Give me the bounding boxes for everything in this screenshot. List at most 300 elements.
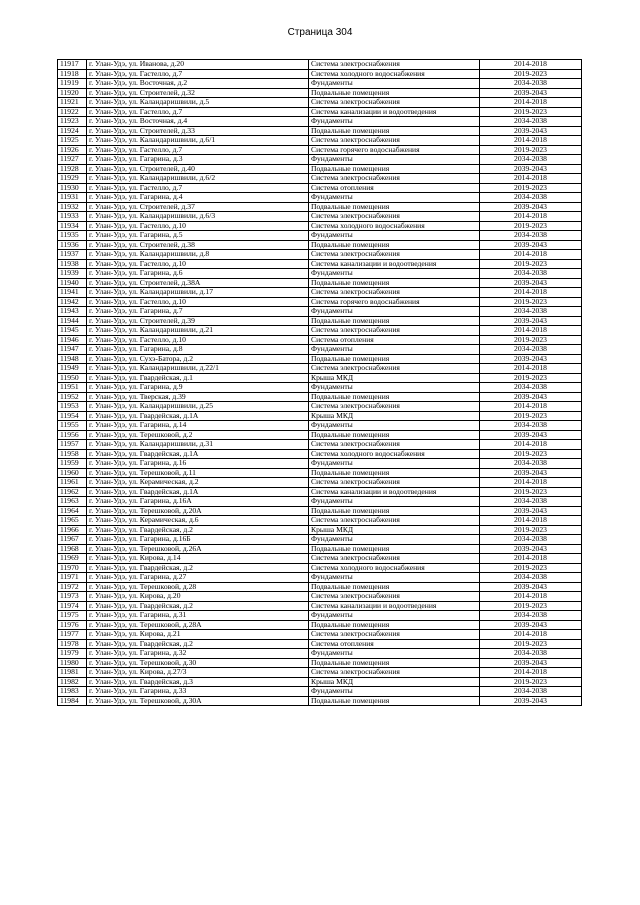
system-cell: Система горячего водоснабжения bbox=[309, 145, 480, 155]
address-cell: г. Улан-Удэ, ул. Строителей, д.33 bbox=[87, 126, 309, 136]
table-row bbox=[58, 316, 582, 326]
period-cell: 2034-2038 bbox=[480, 497, 582, 507]
table-row bbox=[58, 107, 582, 117]
system-cell: Система электроснабжения bbox=[309, 326, 480, 336]
table-row bbox=[58, 506, 582, 516]
table-row bbox=[58, 269, 582, 279]
address-cell: г. Улан-Удэ, ул. Гастелло, д.7 bbox=[87, 69, 309, 79]
address-cell: г. Улан-Удэ, ул. Гагарина, д.16Б bbox=[87, 535, 309, 545]
table-row bbox=[58, 354, 582, 364]
period-cell: 2019-2023 bbox=[480, 259, 582, 269]
address-cell: г. Улан-Удэ, ул. Терешковой, д.2 bbox=[87, 430, 309, 440]
period-cell: 2034-2038 bbox=[480, 611, 582, 621]
system-cell: Система электроснабжения bbox=[309, 364, 480, 374]
table-row bbox=[58, 174, 582, 184]
row-number-cell: 11942 bbox=[58, 297, 87, 307]
row-number-cell: 11957 bbox=[58, 440, 87, 450]
table-row bbox=[58, 687, 582, 697]
row-number-cell: 11954 bbox=[58, 411, 87, 421]
period-cell: 2034-2038 bbox=[480, 79, 582, 89]
table-row bbox=[58, 525, 582, 535]
period-cell: 2019-2023 bbox=[480, 487, 582, 497]
row-number-cell: 11973 bbox=[58, 592, 87, 602]
period-cell: 2014-2018 bbox=[480, 478, 582, 488]
table-row bbox=[58, 573, 582, 583]
table-row bbox=[58, 259, 582, 269]
row-number-cell: 11974 bbox=[58, 601, 87, 611]
table-row bbox=[58, 345, 582, 355]
row-number-cell: 11949 bbox=[58, 364, 87, 374]
row-number-cell: 11917 bbox=[58, 60, 87, 70]
system-cell: Фундаменты bbox=[309, 269, 480, 279]
system-cell: Подвальные помещения bbox=[309, 468, 480, 478]
period-cell: 2014-2018 bbox=[480, 402, 582, 412]
period-cell: 2019-2023 bbox=[480, 373, 582, 383]
address-cell: г. Улан-Удэ, ул. Гагарина, д.16 bbox=[87, 459, 309, 469]
table-row bbox=[58, 240, 582, 250]
system-cell: Фундаменты bbox=[309, 573, 480, 583]
table-row bbox=[58, 221, 582, 231]
period-cell: 2034-2038 bbox=[480, 573, 582, 583]
row-number-cell: 11937 bbox=[58, 250, 87, 260]
table-row bbox=[58, 155, 582, 165]
period-cell: 2019-2023 bbox=[480, 449, 582, 459]
table-row bbox=[58, 677, 582, 687]
address-cell: г. Улан-Удэ, ул. Каландаришвили, д.17 bbox=[87, 288, 309, 298]
row-number-cell: 11943 bbox=[58, 307, 87, 317]
system-cell: Система холодного водоснабжения bbox=[309, 221, 480, 231]
table-row bbox=[58, 193, 582, 203]
row-number-cell: 11925 bbox=[58, 136, 87, 146]
table-row bbox=[58, 373, 582, 383]
row-number-cell: 11956 bbox=[58, 430, 87, 440]
system-cell: Подвальные помещения bbox=[309, 202, 480, 212]
system-cell: Система канализации и водоотведения bbox=[309, 487, 480, 497]
period-cell: 2014-2018 bbox=[480, 668, 582, 678]
system-cell: Система холодного водоснабжения bbox=[309, 449, 480, 459]
period-cell: 2014-2018 bbox=[480, 440, 582, 450]
system-cell: Подвальные помещения bbox=[309, 658, 480, 668]
page-title: Страница 304 bbox=[287, 27, 353, 38]
row-number-cell: 11962 bbox=[58, 487, 87, 497]
address-cell: г. Улан-Удэ, ул. Гагарина, д.32 bbox=[87, 649, 309, 659]
row-number-cell: 11930 bbox=[58, 183, 87, 193]
row-number-cell: 11946 bbox=[58, 335, 87, 345]
row-number-cell: 11981 bbox=[58, 668, 87, 678]
system-cell: Подвальные помещения bbox=[309, 392, 480, 402]
address-cell: г. Улан-Удэ, ул. Гвардейская, д.2 bbox=[87, 563, 309, 573]
row-number-cell: 11983 bbox=[58, 687, 87, 697]
address-cell: г. Улан-Удэ, ул. Каландаришвили, д.25 bbox=[87, 402, 309, 412]
table-row bbox=[58, 69, 582, 79]
period-cell: 2034-2038 bbox=[480, 155, 582, 165]
address-cell: г. Улан-Удэ, ул. Гагарина, д.8 bbox=[87, 345, 309, 355]
system-cell: Фундаменты bbox=[309, 611, 480, 621]
period-cell: 2014-2018 bbox=[480, 60, 582, 70]
table-row bbox=[58, 117, 582, 127]
address-cell: г. Улан-Удэ, ул. Сухэ-Батора, д.2 bbox=[87, 354, 309, 364]
row-number-cell: 11965 bbox=[58, 516, 87, 526]
row-number-cell: 11938 bbox=[58, 259, 87, 269]
table-row bbox=[58, 278, 582, 288]
row-number-cell: 11935 bbox=[58, 231, 87, 241]
system-cell: Подвальные помещения bbox=[309, 164, 480, 174]
address-cell: г. Улан-Удэ, ул. Гастелло, д.10 bbox=[87, 335, 309, 345]
address-cell: г. Улан-Удэ, ул. Керамическая, д.6 bbox=[87, 516, 309, 526]
system-cell: Фундаменты bbox=[309, 231, 480, 241]
table-row bbox=[58, 487, 582, 497]
address-cell: г. Улан-Удэ, ул. Гагарина, д.7 bbox=[87, 307, 309, 317]
table-row bbox=[58, 60, 582, 70]
period-cell: 2014-2018 bbox=[480, 288, 582, 298]
address-cell: г. Улан-Удэ, ул. Гвардейская, д.2 bbox=[87, 601, 309, 611]
system-cell: Подвальные помещения bbox=[309, 126, 480, 136]
period-cell: 2014-2018 bbox=[480, 174, 582, 184]
period-cell: 2034-2038 bbox=[480, 535, 582, 545]
table-row bbox=[58, 392, 582, 402]
address-cell: г. Улан-Удэ, ул. Гагарина, д.4 bbox=[87, 193, 309, 203]
address-cell: г. Улан-Удэ, ул. Кирова, д.14 bbox=[87, 554, 309, 564]
period-cell: 2019-2023 bbox=[480, 297, 582, 307]
row-number-cell: 11924 bbox=[58, 126, 87, 136]
address-cell: г. Улан-Удэ, ул. Терешковой, д.26А bbox=[87, 544, 309, 554]
system-cell: Система канализации и водоотведения bbox=[309, 107, 480, 117]
table-row bbox=[58, 335, 582, 345]
system-cell: Крыша МКД bbox=[309, 373, 480, 383]
row-number-cell: 11941 bbox=[58, 288, 87, 298]
address-cell: г. Улан-Удэ, ул. Строителей, д.39 bbox=[87, 316, 309, 326]
address-cell: г. Улан-Удэ, ул. Терешковой, д.28 bbox=[87, 582, 309, 592]
system-cell: Фундаменты bbox=[309, 459, 480, 469]
row-number-cell: 11934 bbox=[58, 221, 87, 231]
row-number-cell: 11975 bbox=[58, 611, 87, 621]
system-cell: Система канализации и водоотведения bbox=[309, 259, 480, 269]
system-cell: Крыша МКД bbox=[309, 411, 480, 421]
period-cell: 2034-2038 bbox=[480, 307, 582, 317]
address-cell: г. Улан-Удэ, ул. Терешковой, д.28А bbox=[87, 620, 309, 630]
system-cell: Подвальные помещения bbox=[309, 582, 480, 592]
period-cell: 2014-2018 bbox=[480, 98, 582, 108]
row-number-cell: 11971 bbox=[58, 573, 87, 583]
table-row bbox=[58, 79, 582, 89]
period-cell: 2034-2038 bbox=[480, 421, 582, 431]
period-cell: 2034-2038 bbox=[480, 231, 582, 241]
table-row bbox=[58, 231, 582, 241]
system-cell: Система электроснабжения bbox=[309, 212, 480, 222]
period-cell: 2034-2038 bbox=[480, 459, 582, 469]
period-cell: 2039-2043 bbox=[480, 316, 582, 326]
address-cell: г. Улан-Удэ, ул. Терешковой, д.20А bbox=[87, 506, 309, 516]
table-row bbox=[58, 364, 582, 374]
address-cell: г. Улан-Удэ, ул. Терешковой, д.11 bbox=[87, 468, 309, 478]
address-cell: г. Улан-Удэ, ул. Гагарина, д.16А bbox=[87, 497, 309, 507]
row-number-cell: 11953 bbox=[58, 402, 87, 412]
address-cell: г. Улан-Удэ, ул. Иванова, д.20 bbox=[87, 60, 309, 70]
system-cell: Система электроснабжения bbox=[309, 668, 480, 678]
period-cell: 2039-2043 bbox=[480, 240, 582, 250]
row-number-cell: 11951 bbox=[58, 383, 87, 393]
system-cell: Система электроснабжения bbox=[309, 402, 480, 412]
table-row bbox=[58, 563, 582, 573]
system-cell: Фундаменты bbox=[309, 307, 480, 317]
address-cell: г. Улан-Удэ, ул. Терешковой, д.30 bbox=[87, 658, 309, 668]
address-cell: г. Улан-Удэ, ул. Строителей, д.32 bbox=[87, 88, 309, 98]
registry-table bbox=[57, 59, 582, 706]
system-cell: Фундаменты bbox=[309, 497, 480, 507]
system-cell: Система электроснабжения bbox=[309, 250, 480, 260]
period-cell: 2039-2043 bbox=[480, 582, 582, 592]
table-row bbox=[58, 145, 582, 155]
system-cell: Подвальные помещения bbox=[309, 430, 480, 440]
row-number-cell: 11955 bbox=[58, 421, 87, 431]
row-number-cell: 11931 bbox=[58, 193, 87, 203]
system-cell: Система холодного водоснабжения bbox=[309, 563, 480, 573]
table-row bbox=[58, 411, 582, 421]
system-cell: Подвальные помещения bbox=[309, 506, 480, 516]
period-cell: 2019-2023 bbox=[480, 411, 582, 421]
period-cell: 2019-2023 bbox=[480, 677, 582, 687]
system-cell: Фундаменты bbox=[309, 649, 480, 659]
table-row bbox=[58, 430, 582, 440]
row-number-cell: 11933 bbox=[58, 212, 87, 222]
table-row bbox=[58, 136, 582, 146]
system-cell: Подвальные помещения bbox=[309, 696, 480, 706]
system-cell: Система отопления bbox=[309, 335, 480, 345]
system-cell: Система канализации и водоотведения bbox=[309, 601, 480, 611]
address-cell: г. Улан-Удэ, ул. Гастелло, д.10 bbox=[87, 259, 309, 269]
address-cell: г. Улан-Удэ, ул. Тверская, д.39 bbox=[87, 392, 309, 402]
system-cell: Подвальные помещения bbox=[309, 278, 480, 288]
table-row bbox=[58, 297, 582, 307]
address-cell: г. Улан-Удэ, ул. Строителей, д.37 bbox=[87, 202, 309, 212]
address-cell: г. Улан-Удэ, ул. Каландаришвили, д.31 bbox=[87, 440, 309, 450]
address-cell: г. Улан-Удэ, ул. Гастелло, д.10 bbox=[87, 221, 309, 231]
period-cell: 2039-2043 bbox=[480, 126, 582, 136]
table-row bbox=[58, 478, 582, 488]
table-row bbox=[58, 212, 582, 222]
table-row bbox=[58, 535, 582, 545]
row-number-cell: 11926 bbox=[58, 145, 87, 155]
table-row bbox=[58, 611, 582, 621]
system-cell: Система электроснабжения bbox=[309, 592, 480, 602]
address-cell: г. Улан-Удэ, ул. Гастелло, д.7 bbox=[87, 107, 309, 117]
period-cell: 2039-2043 bbox=[480, 506, 582, 516]
row-number-cell: 11969 bbox=[58, 554, 87, 564]
period-cell: 2034-2038 bbox=[480, 269, 582, 279]
period-cell: 2034-2038 bbox=[480, 383, 582, 393]
system-cell: Фундаменты bbox=[309, 535, 480, 545]
table-row bbox=[58, 592, 582, 602]
period-cell: 2039-2043 bbox=[480, 468, 582, 478]
system-cell: Подвальные помещения bbox=[309, 354, 480, 364]
table-row bbox=[58, 183, 582, 193]
address-cell: г. Улан-Удэ, ул. Каландаришвили, д.6/3 bbox=[87, 212, 309, 222]
row-number-cell: 11948 bbox=[58, 354, 87, 364]
system-cell: Система электроснабжения bbox=[309, 554, 480, 564]
address-cell: г. Улан-Удэ, ул. Керамическая, д.2 bbox=[87, 478, 309, 488]
address-cell: г. Улан-Удэ, ул. Восточная, д.2 bbox=[87, 79, 309, 89]
system-cell: Фундаменты bbox=[309, 193, 480, 203]
period-cell: 2039-2043 bbox=[480, 88, 582, 98]
address-cell: г. Улан-Удэ, ул. Строителей, д.38 bbox=[87, 240, 309, 250]
system-cell: Система электроснабжения bbox=[309, 630, 480, 640]
system-cell: Система отопления bbox=[309, 639, 480, 649]
row-number-cell: 11964 bbox=[58, 506, 87, 516]
row-number-cell: 11972 bbox=[58, 582, 87, 592]
period-cell: 2014-2018 bbox=[480, 592, 582, 602]
period-cell: 2014-2018 bbox=[480, 364, 582, 374]
period-cell: 2039-2043 bbox=[480, 430, 582, 440]
period-cell: 2019-2023 bbox=[480, 221, 582, 231]
row-number-cell: 11944 bbox=[58, 316, 87, 326]
address-cell: г. Улан-Удэ, ул. Гастелло, д.10 bbox=[87, 297, 309, 307]
row-number-cell: 11923 bbox=[58, 117, 87, 127]
address-cell: г. Улан-Удэ, ул. Гагарина, д.3 bbox=[87, 155, 309, 165]
table-row bbox=[58, 639, 582, 649]
period-cell: 2019-2023 bbox=[480, 525, 582, 535]
period-cell: 2039-2043 bbox=[480, 164, 582, 174]
period-cell: 2014-2018 bbox=[480, 554, 582, 564]
period-cell: 2014-2018 bbox=[480, 630, 582, 640]
table-row bbox=[58, 307, 582, 317]
table-row bbox=[58, 516, 582, 526]
row-number-cell: 11945 bbox=[58, 326, 87, 336]
table-row bbox=[58, 126, 582, 136]
table-row bbox=[58, 620, 582, 630]
row-number-cell: 11968 bbox=[58, 544, 87, 554]
system-cell: Система электроснабжения bbox=[309, 60, 480, 70]
address-cell: г. Улан-Удэ, ул. Гагарина, д.33 bbox=[87, 687, 309, 697]
row-number-cell: 11970 bbox=[58, 563, 87, 573]
row-number-cell: 11978 bbox=[58, 639, 87, 649]
period-cell: 2034-2038 bbox=[480, 687, 582, 697]
system-cell: Фундаменты bbox=[309, 117, 480, 127]
period-cell: 2039-2043 bbox=[480, 620, 582, 630]
row-number-cell: 11950 bbox=[58, 373, 87, 383]
table-row bbox=[58, 459, 582, 469]
row-number-cell: 11920 bbox=[58, 88, 87, 98]
table-row bbox=[58, 402, 582, 412]
row-number-cell: 11919 bbox=[58, 79, 87, 89]
address-cell: г. Улан-Удэ, ул. Каландаришвили, д.5 bbox=[87, 98, 309, 108]
system-cell: Подвальные помещения bbox=[309, 544, 480, 554]
row-number-cell: 11927 bbox=[58, 155, 87, 165]
row-number-cell: 11918 bbox=[58, 69, 87, 79]
address-cell: г. Улан-Удэ, ул. Кирова, д.20 bbox=[87, 592, 309, 602]
system-cell: Система электроснабжения bbox=[309, 174, 480, 184]
system-cell: Фундаменты bbox=[309, 421, 480, 431]
system-cell: Крыша МКД bbox=[309, 677, 480, 687]
address-cell: г. Улан-Удэ, ул. Восточная, д.4 bbox=[87, 117, 309, 127]
period-cell: 2039-2043 bbox=[480, 278, 582, 288]
period-cell: 2019-2023 bbox=[480, 335, 582, 345]
address-cell: г. Улан-Удэ, ул. Кирова, д.27/3 bbox=[87, 668, 309, 678]
system-cell: Система отопления bbox=[309, 183, 480, 193]
system-cell: Подвальные помещения bbox=[309, 240, 480, 250]
row-number-cell: 11921 bbox=[58, 98, 87, 108]
row-number-cell: 11958 bbox=[58, 449, 87, 459]
system-cell: Подвальные помещения bbox=[309, 316, 480, 326]
registry-table-body bbox=[58, 60, 582, 706]
row-number-cell: 11936 bbox=[58, 240, 87, 250]
address-cell: г. Улан-Удэ, ул. Гагарина, д.6 bbox=[87, 269, 309, 279]
system-cell: Подвальные помещения bbox=[309, 620, 480, 630]
row-number-cell: 11922 bbox=[58, 107, 87, 117]
table-row bbox=[58, 202, 582, 212]
table-row bbox=[58, 668, 582, 678]
row-number-cell: 11963 bbox=[58, 497, 87, 507]
address-cell: г. Улан-Удэ, ул. Каландаришвили, д.8 bbox=[87, 250, 309, 260]
row-number-cell: 11966 bbox=[58, 525, 87, 535]
period-cell: 2014-2018 bbox=[480, 326, 582, 336]
period-cell: 2014-2018 bbox=[480, 250, 582, 260]
row-number-cell: 11959 bbox=[58, 459, 87, 469]
table-row bbox=[58, 383, 582, 393]
address-cell: г. Улан-Удэ, ул. Гвардейская, д.1А bbox=[87, 449, 309, 459]
table-row bbox=[58, 468, 582, 478]
row-number-cell: 11977 bbox=[58, 630, 87, 640]
period-cell: 2034-2038 bbox=[480, 193, 582, 203]
system-cell: Подвальные помещения bbox=[309, 88, 480, 98]
row-number-cell: 11947 bbox=[58, 345, 87, 355]
table-row bbox=[58, 696, 582, 706]
row-number-cell: 11979 bbox=[58, 649, 87, 659]
system-cell: Фундаменты bbox=[309, 345, 480, 355]
system-cell: Система электроснабжения bbox=[309, 98, 480, 108]
address-cell: г. Улан-Удэ, ул. Каландаришвили, д.6/1 bbox=[87, 136, 309, 146]
row-number-cell: 11980 bbox=[58, 658, 87, 668]
system-cell: Система электроснабжения bbox=[309, 478, 480, 488]
address-cell: г. Улан-Удэ, ул. Гагарина, д.14 bbox=[87, 421, 309, 431]
address-cell: г. Улан-Удэ, ул. Каландаришвили, д.6/2 bbox=[87, 174, 309, 184]
table-row bbox=[58, 554, 582, 564]
address-cell: г. Улан-Удэ, ул. Гвардейская, д.3 bbox=[87, 677, 309, 687]
address-cell: г. Улан-Удэ, ул. Каландаришвили, д.22/1 bbox=[87, 364, 309, 374]
address-cell: г. Улан-Удэ, ул. Гагарина, д.27 bbox=[87, 573, 309, 583]
address-cell: г. Улан-Удэ, ул. Гастелло, д.7 bbox=[87, 183, 309, 193]
period-cell: 2014-2018 bbox=[480, 136, 582, 146]
address-cell: г. Улан-Удэ, ул. Гвардейская, д.1А bbox=[87, 411, 309, 421]
system-cell: Фундаменты bbox=[309, 687, 480, 697]
address-cell: г. Улан-Удэ, ул. Гагарина, д.31 bbox=[87, 611, 309, 621]
system-cell: Система электроснабжения bbox=[309, 516, 480, 526]
address-cell: г. Улан-Удэ, ул. Строителей, д.40 bbox=[87, 164, 309, 174]
address-cell: г. Улан-Удэ, ул. Каландаришвили, д.21 bbox=[87, 326, 309, 336]
table-row bbox=[58, 649, 582, 659]
row-number-cell: 11984 bbox=[58, 696, 87, 706]
address-cell: г. Улан-Удэ, ул. Гвардейская, д.1 bbox=[87, 373, 309, 383]
row-number-cell: 11961 bbox=[58, 478, 87, 488]
table-row bbox=[58, 658, 582, 668]
address-cell: г. Улан-Удэ, ул. Гвардейская, д.1А bbox=[87, 487, 309, 497]
row-number-cell: 11976 bbox=[58, 620, 87, 630]
table-row bbox=[58, 544, 582, 554]
address-cell: г. Улан-Удэ, ул. Строителей, д.38А bbox=[87, 278, 309, 288]
period-cell: 2019-2023 bbox=[480, 69, 582, 79]
table-row bbox=[58, 440, 582, 450]
table-row bbox=[58, 88, 582, 98]
address-cell: г. Улан-Удэ, ул. Гвардейская, д.2 bbox=[87, 639, 309, 649]
period-cell: 2019-2023 bbox=[480, 183, 582, 193]
period-cell: 2019-2023 bbox=[480, 639, 582, 649]
row-number-cell: 11929 bbox=[58, 174, 87, 184]
row-number-cell: 11932 bbox=[58, 202, 87, 212]
system-cell: Система холодного водоснабжения bbox=[309, 69, 480, 79]
period-cell: 2039-2043 bbox=[480, 392, 582, 402]
row-number-cell: 11939 bbox=[58, 269, 87, 279]
period-cell: 2019-2023 bbox=[480, 563, 582, 573]
row-number-cell: 11982 bbox=[58, 677, 87, 687]
